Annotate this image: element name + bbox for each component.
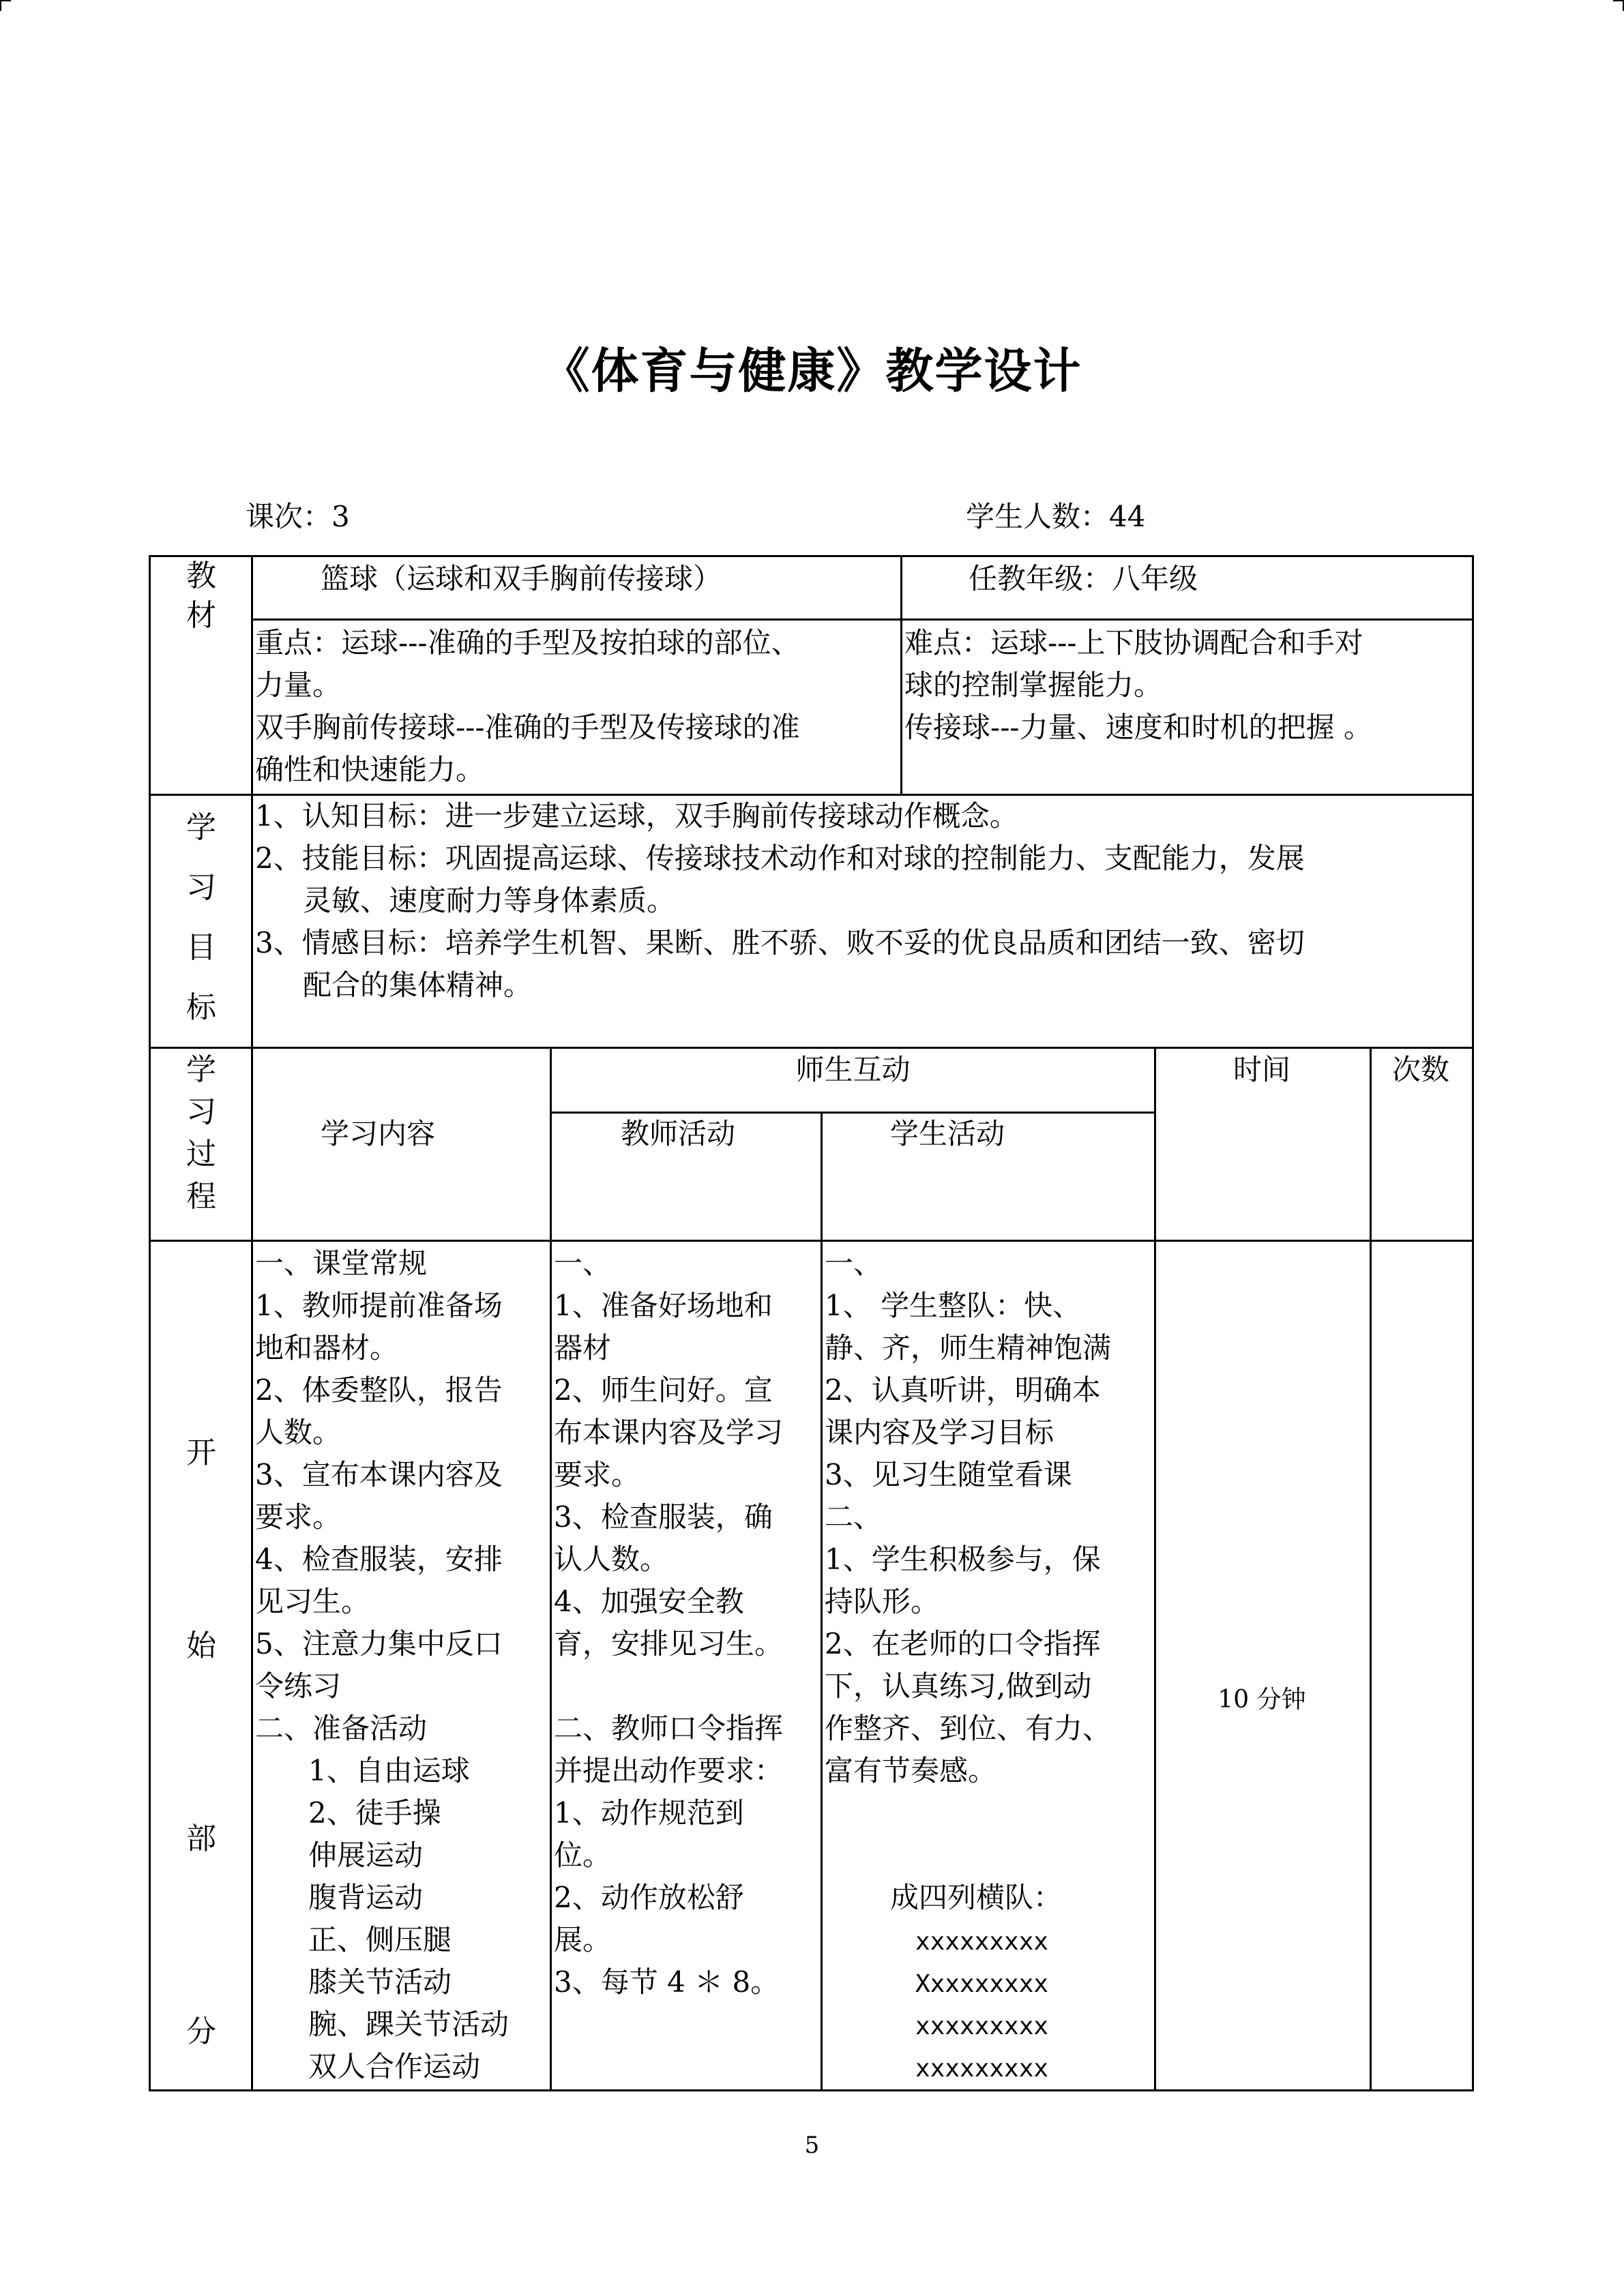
teaching-material-label: 教 材 <box>186 558 216 633</box>
material-topic: 篮球（运球和双手胸前传接球） <box>321 562 722 595</box>
page-number: 5 <box>804 2132 820 2159</box>
time-header: 时间 <box>1232 1053 1290 1086</box>
student-count: 学生人数：44 <box>966 500 1146 533</box>
teacher-activities: 一、 1、准备好场地和 器材 2、师生问好。宣 布本课内容及学习 要求。 3、检查服装，确 认人数。 4、加强安全教 育，安排见习生。 二、教师口令指挥 并提出动作要求： 1、动作规范到 位。 2、动作放松舒 展。 3、每节 4 ＊ 8。 <box>554 1247 784 1999</box>
formation-title: 成四列横队： <box>890 1881 1063 1914</box>
teaching-grade: 任教年级：八年级 <box>969 562 1198 595</box>
objectives-list: 1、认知目标：进一步建立运球，双手胸前传接球动作概念。 2、技能目标：巩固提高运球、传接球技术动作和对球的控制能力、支配能力，发展 灵敏、速度耐力等身体素质。 3、情感目标：培养学生机智、果断、胜不骄、败不妥的优良品质和团结一致、密切 配合的集体精神。 <box>255 799 1305 1002</box>
key-points: 重点：运球---准确的手型及按拍球的部位、 力量。 双手胸前传接球---准确的手型及传接球的准 确性和快速能力。 <box>255 626 800 786</box>
lesson-number: 课次：3 <box>246 500 350 533</box>
table-border <box>550 1047 552 2091</box>
table-border <box>1370 1047 1372 2091</box>
table-border <box>149 1240 1474 1242</box>
count-header: 次数 <box>1391 1053 1449 1086</box>
table-border <box>252 618 1474 621</box>
student-activity-header: 学生活动 <box>890 1117 1005 1150</box>
objectives-label: 学 习 目 标 <box>186 810 216 1025</box>
table-border <box>1472 555 1474 2091</box>
student-activities: 一、 1、 学生整队：快、 静、齐，师生精神饱满 2、认真听讲，明确本 课内容及学习目标 3、见习生随堂看课 二、 1、学生积极参与，保 持队形。 2、在老师的口令指挥 下，认真练习,做到动 作整齐、到位、有力、 富有节奏感。 <box>825 1247 1112 1787</box>
table-border <box>821 1112 823 2091</box>
table-border <box>1154 1047 1156 2091</box>
opening-section-label: 开 始 部 分 <box>186 1435 216 2049</box>
opening-time: 10 分钟 <box>1217 1686 1306 1714</box>
content-header: 学习内容 <box>321 1117 436 1150</box>
teacher-activity-header: 教师活动 <box>621 1117 736 1150</box>
learning-content: 一、课堂常规 1、教师提前准备场 地和器材。 2、体委整队，报告 人数。 3、宣布本课内容及 要求。 4、检查服装，安排 见习生。 5、注意力集中反口 令练习 二、准备活动 1、自由运球 2、徒手操 伸展运动 腹背运动 正、侧压腿 膝关节活动 腕、踝关节活动 双人合作运动 <box>255 1247 510 2083</box>
difficulties: 难点：运球---上下肢协调配合和手对 球的控制掌握能力。 传接球---力量、速度和时机的把握 。 <box>904 626 1372 744</box>
page-corner-mark <box>0 0 11 11</box>
document-title: 《体育与健康》教学设计 <box>542 342 1082 399</box>
formation-diagram: xxxxxxxxx Xxxxxxxxx xxxxxxxxx xxxxxxxxx <box>915 1928 1049 2083</box>
process-label: 学 习 过 程 <box>186 1052 216 1214</box>
table-border <box>149 555 1474 557</box>
interaction-header: 师生互动 <box>795 1053 911 1086</box>
table-border <box>149 2089 1474 2091</box>
table-border <box>900 555 902 794</box>
page-corner-mark <box>1613 0 1624 11</box>
